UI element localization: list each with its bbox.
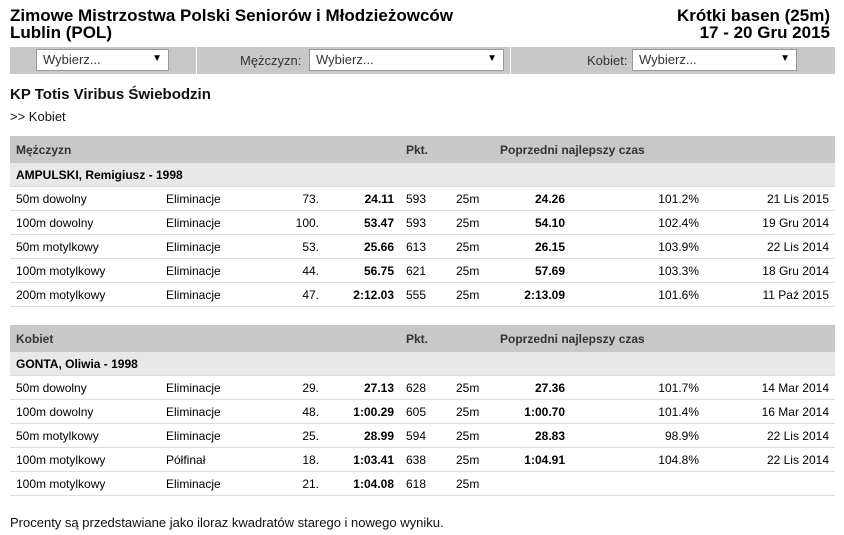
round-name: Eliminacje xyxy=(160,211,270,235)
place: 21. xyxy=(270,472,325,496)
percent: 101.2% xyxy=(605,187,705,211)
round-name: Półfinał xyxy=(160,448,270,472)
place: 48. xyxy=(270,400,325,424)
previous-best-date xyxy=(705,472,835,496)
previous-best-time: 26.15 xyxy=(505,235,605,259)
event-name: 50m dowolny xyxy=(10,376,160,400)
result-time: 2:12.03 xyxy=(325,283,400,307)
points: 555 xyxy=(400,283,450,307)
previous-best-time: 54.10 xyxy=(505,211,605,235)
place: 73. xyxy=(270,187,325,211)
previous-best-date: 22 Lis 2014 xyxy=(705,235,835,259)
points-header: Pkt. xyxy=(400,325,450,352)
pool-length: 25m xyxy=(450,259,505,283)
athlete-name: AMPULSKI, Remigiusz - 1998 xyxy=(10,163,835,187)
pool-length: 25m xyxy=(450,283,505,307)
previous-best-date: 14 Mar 2014 xyxy=(705,376,835,400)
divider xyxy=(510,47,511,74)
pool-type: Krótki basen (25m) xyxy=(676,6,830,25)
previous-best-header: Poprzedni najlepszy czas xyxy=(450,136,835,163)
round-name: Eliminacje xyxy=(160,187,270,211)
points: 638 xyxy=(400,448,450,472)
table-row xyxy=(10,283,835,307)
previous-best-time xyxy=(505,472,605,496)
result-time: 28.99 xyxy=(325,424,400,448)
previous-best-time: 1:04.91 xyxy=(505,448,605,472)
table-row xyxy=(10,472,835,496)
event-select[interactable] xyxy=(36,49,169,71)
points: 628 xyxy=(400,376,450,400)
place: 44. xyxy=(270,259,325,283)
result-time: 1:04.08 xyxy=(325,472,400,496)
pool-length: 25m xyxy=(450,424,505,448)
points: 621 xyxy=(400,259,450,283)
event-name: 100m motylkowy xyxy=(10,448,160,472)
event-name: 100m motylkowy xyxy=(10,472,160,496)
pool-length: 25m xyxy=(450,211,505,235)
athlete-row xyxy=(10,352,835,376)
pool-length: 25m xyxy=(450,187,505,211)
place: 53. xyxy=(270,235,325,259)
points: 593 xyxy=(400,211,450,235)
table-row xyxy=(10,448,835,472)
event-name: 100m dowolny xyxy=(10,400,160,424)
round-name: Eliminacje xyxy=(160,376,270,400)
table-header-row xyxy=(10,325,835,352)
table-row xyxy=(10,235,835,259)
table-row xyxy=(10,187,835,211)
previous-best-date: 11 Paź 2015 xyxy=(705,283,835,307)
event-name: 50m motylkowy xyxy=(10,424,160,448)
table-row xyxy=(10,211,835,235)
points: 613 xyxy=(400,235,450,259)
result-time: 53.47 xyxy=(325,211,400,235)
women-results-table xyxy=(10,325,835,496)
points: 618 xyxy=(400,472,450,496)
event-select-value: Wybierz... xyxy=(43,52,101,67)
athlete-row xyxy=(10,163,835,187)
table-row xyxy=(10,376,835,400)
round-name: Eliminacje xyxy=(160,235,270,259)
previous-best-header: Poprzedni najlepszy czas xyxy=(450,325,835,352)
previous-best-time: 28.83 xyxy=(505,424,605,448)
chevron-down-icon: ▼ xyxy=(152,53,162,64)
result-time: 1:03.41 xyxy=(325,448,400,472)
previous-best-time: 27.36 xyxy=(505,376,605,400)
pool-length: 25m xyxy=(450,235,505,259)
gender-heading: Kobiet xyxy=(10,325,400,352)
women-filter-label: Kobiet: xyxy=(587,53,628,68)
men-filter-label: Mężczyzn: xyxy=(240,53,302,68)
place: 29. xyxy=(270,376,325,400)
men-select[interactable] xyxy=(309,49,504,71)
round-name: Eliminacje xyxy=(160,400,270,424)
percent: 103.9% xyxy=(605,235,705,259)
result-time: 56.75 xyxy=(325,259,400,283)
previous-best-time: 24.26 xyxy=(505,187,605,211)
women-select[interactable] xyxy=(632,49,797,71)
percent: 101.6% xyxy=(605,283,705,307)
result-time: 1:00.29 xyxy=(325,400,400,424)
percent: 102.4% xyxy=(605,211,705,235)
percent xyxy=(605,472,705,496)
meet-title: Zimowe Mistrzostwa Polski Seniorów i Młodzieżowców xyxy=(10,6,454,25)
event-name: 50m motylkowy xyxy=(10,235,160,259)
event-name: 50m dowolny xyxy=(10,187,160,211)
percent: 101.4% xyxy=(605,400,705,424)
previous-best-time: 2:13.09 xyxy=(505,283,605,307)
result-time: 24.11 xyxy=(325,187,400,211)
round-name: Eliminacje xyxy=(160,424,270,448)
place: 18. xyxy=(270,448,325,472)
points: 593 xyxy=(400,187,450,211)
result-time: 27.13 xyxy=(325,376,400,400)
pool-length: 25m xyxy=(450,472,505,496)
points: 605 xyxy=(400,400,450,424)
chevron-down-icon: ▼ xyxy=(780,53,790,64)
result-time: 25.66 xyxy=(325,235,400,259)
previous-best-date: 19 Gru 2014 xyxy=(705,211,835,235)
percent: 101.7% xyxy=(605,376,705,400)
men-select-value: Wybierz... xyxy=(316,52,374,67)
event-name: 100m dowolny xyxy=(10,211,160,235)
event-name: 100m motylkowy xyxy=(10,259,160,283)
page-header xyxy=(10,7,830,45)
divider xyxy=(196,47,197,74)
club-name: KP Totis Viribus Świebodzin xyxy=(10,86,211,103)
footnote: Procenty są przedstawiane jako iloraz kwadratów starego i nowego wyniku. xyxy=(10,515,444,530)
pool-length: 25m xyxy=(450,400,505,424)
previous-best-date: 22 Lis 2014 xyxy=(705,448,835,472)
meet-dates: 17 - 20 Gru 2015 xyxy=(699,23,830,42)
previous-best-time: 57.69 xyxy=(505,259,605,283)
event-name: 200m motylkowy xyxy=(10,283,160,307)
women-anchor-link[interactable]: >> Kobiet xyxy=(10,109,66,124)
pool-length: 25m xyxy=(450,376,505,400)
filter-bar xyxy=(10,47,835,74)
table-row xyxy=(10,259,835,283)
round-name: Eliminacje xyxy=(160,283,270,307)
table-row xyxy=(10,400,835,424)
table-row xyxy=(10,424,835,448)
place: 47. xyxy=(270,283,325,307)
previous-best-date: 21 Lis 2015 xyxy=(705,187,835,211)
table-header-row xyxy=(10,136,835,163)
women-select-value: Wybierz... xyxy=(639,52,697,67)
round-name: Eliminacje xyxy=(160,472,270,496)
previous-best-time: 1:00.70 xyxy=(505,400,605,424)
place: 100. xyxy=(270,211,325,235)
previous-best-date: 16 Mar 2014 xyxy=(705,400,835,424)
points-header: Pkt. xyxy=(400,136,450,163)
percent: 103.3% xyxy=(605,259,705,283)
athlete-name: GONTA, Oliwia - 1998 xyxy=(10,352,835,376)
meet-location: Lublin (POL) xyxy=(10,23,112,42)
place: 25. xyxy=(270,424,325,448)
previous-best-date: 18 Gru 2014 xyxy=(705,259,835,283)
pool-length: 25m xyxy=(450,448,505,472)
chevron-down-icon: ▼ xyxy=(487,53,497,64)
gender-heading: Mężczyzn xyxy=(10,136,400,163)
previous-best-date: 22 Lis 2014 xyxy=(705,424,835,448)
percent: 98.9% xyxy=(605,424,705,448)
round-name: Eliminacje xyxy=(160,259,270,283)
points: 594 xyxy=(400,424,450,448)
percent: 104.8% xyxy=(605,448,705,472)
men-results-table xyxy=(10,136,835,307)
